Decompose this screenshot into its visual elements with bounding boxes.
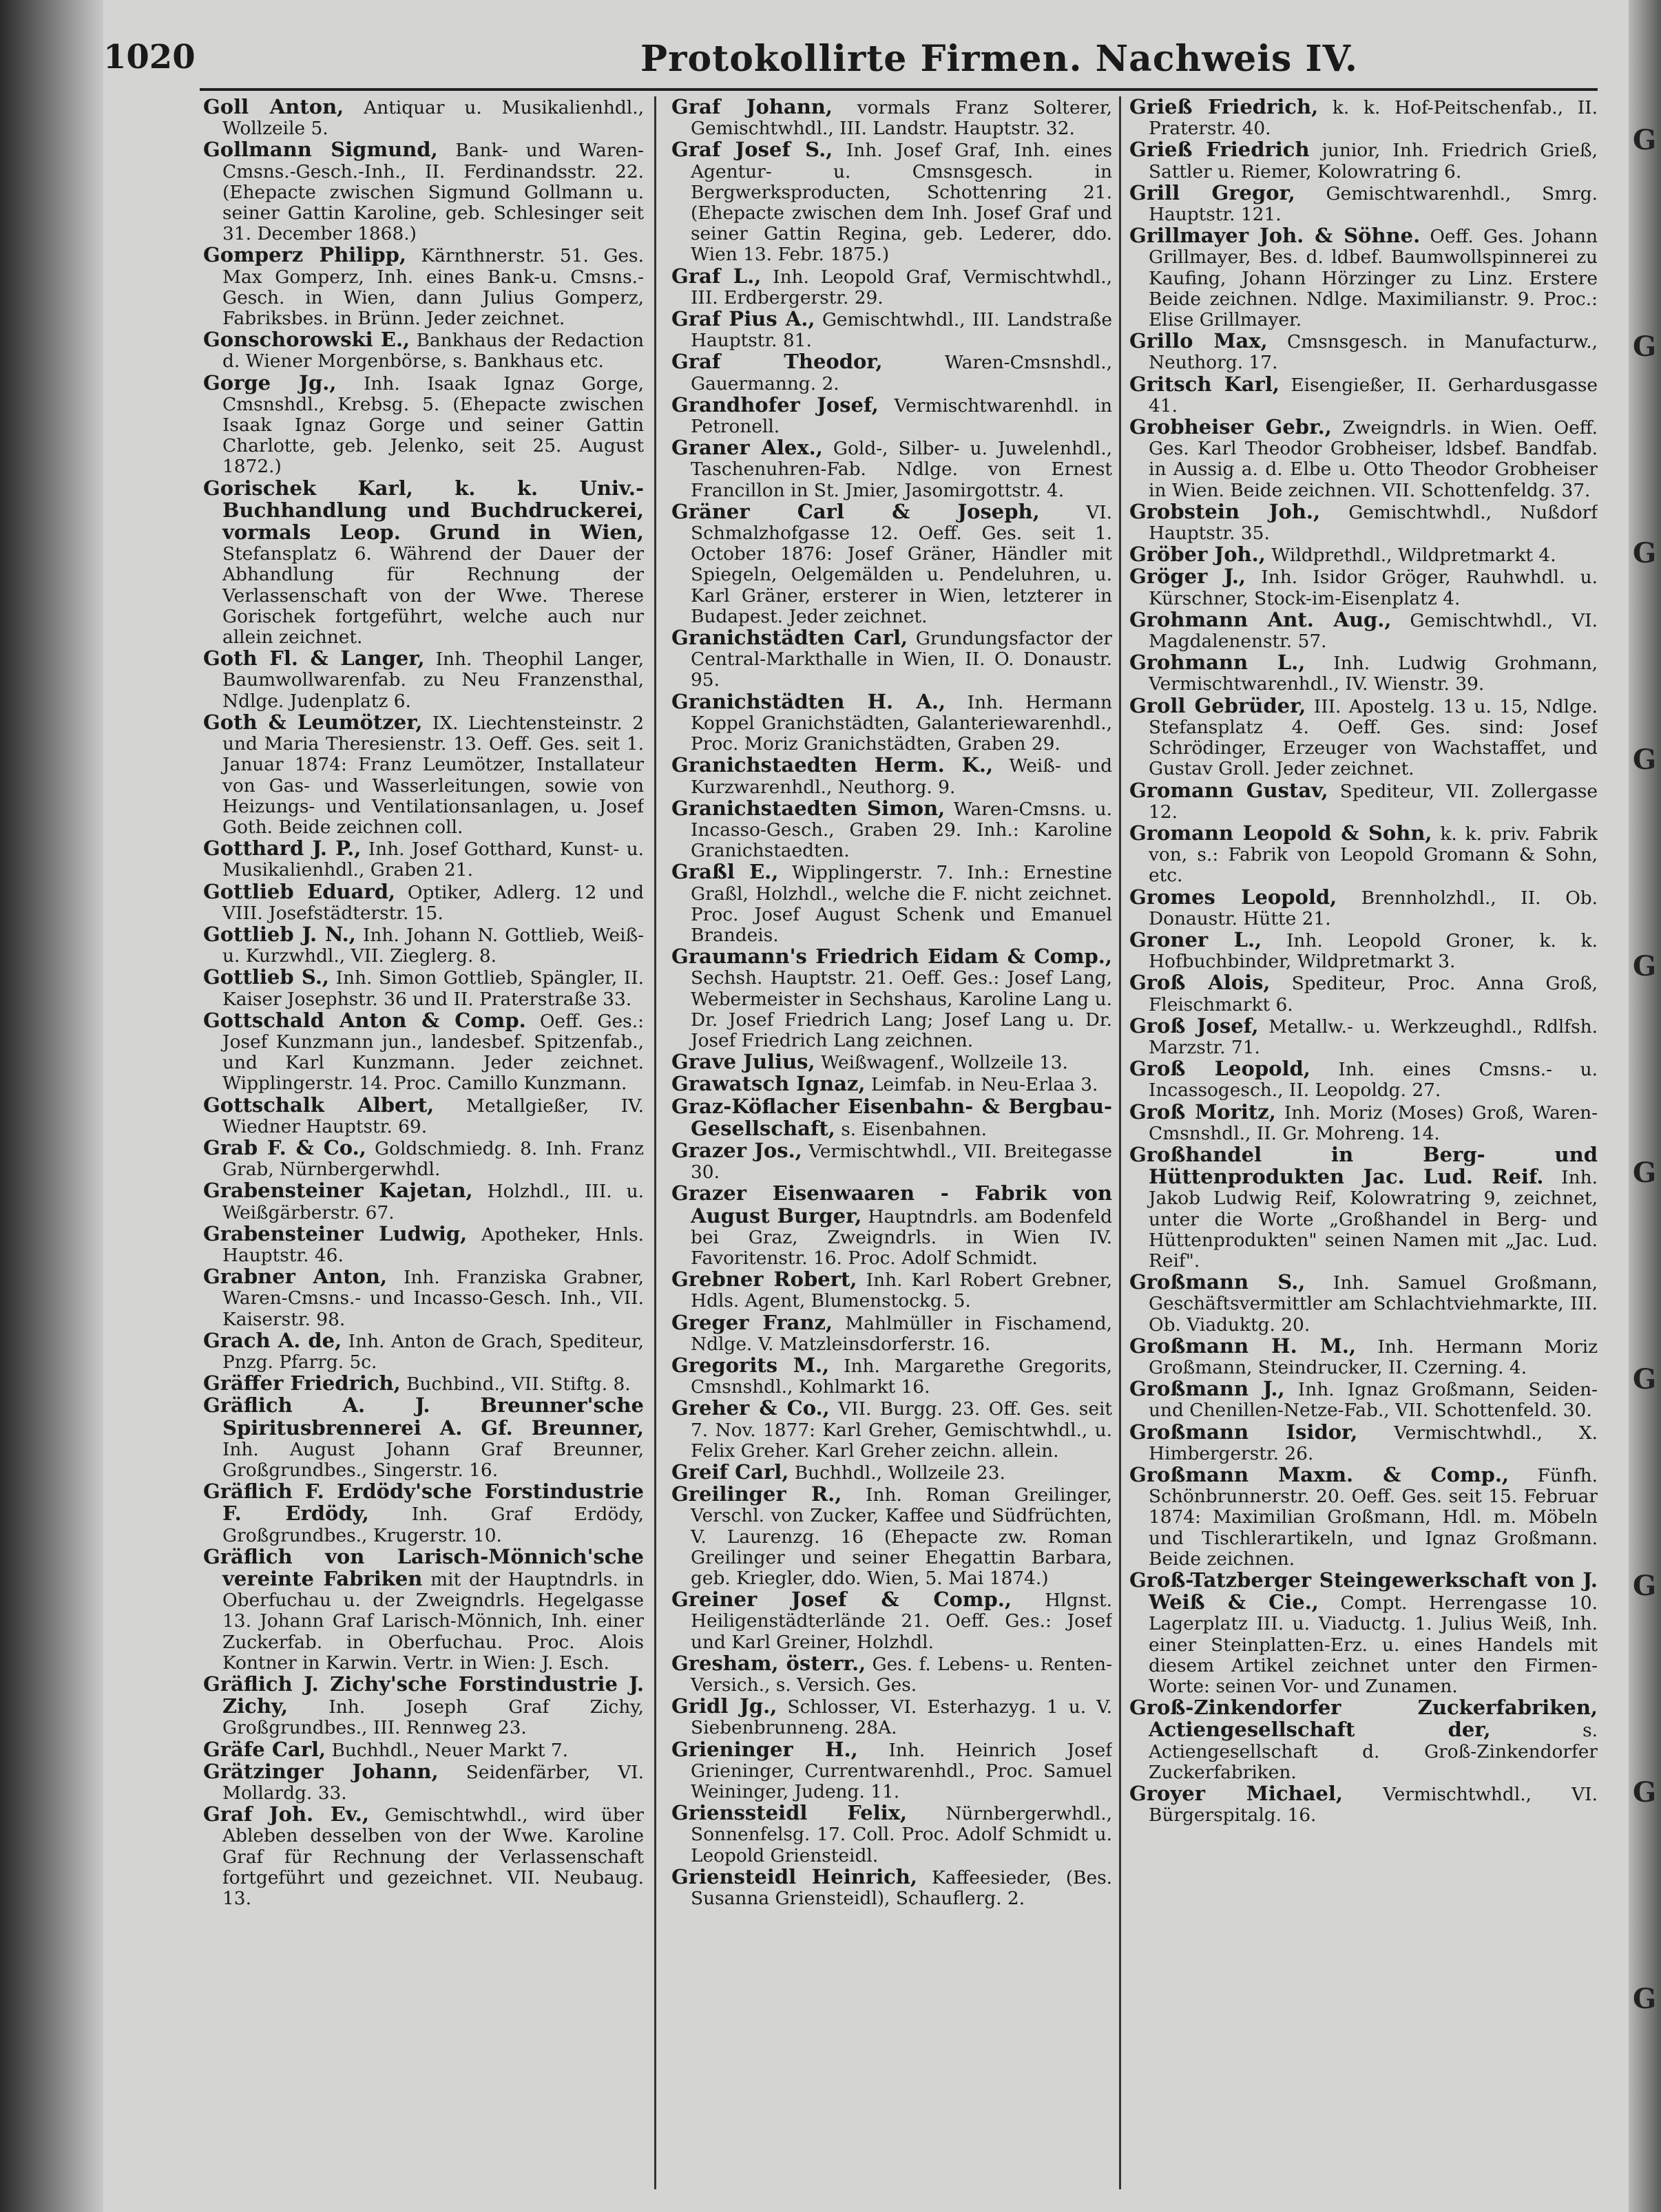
firm-name: Gottschald Anton & Comp. — [203, 1008, 526, 1032]
firm-name: Gräflich F. Erdödy'sche Forstindustrie F. Erdödy, — [203, 1479, 644, 1526]
firm-name: Gonschorowski E., — [203, 328, 410, 352]
entry-text: Antiquar u. Musikalienhdl., Wollzeile 5. — [222, 97, 644, 140]
firm-name: Grillmayer Joh. & Söhne. — [1129, 224, 1421, 248]
entry-text: Inh. Jakob Ludwig Reif, Kolowratring 9, zeichnet, unter die Worte „Großhandel in Berg- und Hüttenprodukten" seinen Namen mit „Jac. Lud. Reif". — [1149, 1167, 1598, 1272]
directory-entry — [671, 755, 1112, 797]
firm-name: Grazer Jos., — [671, 1138, 802, 1162]
entry-text: Inh. Josef Gotthard, Kunst- u. Musikalienhdl., Graben 21. — [222, 839, 644, 881]
directory-entry — [671, 1269, 1112, 1312]
entry-text: Oeff. Ges. Johann Grillmayer, Bes. d. ldbef. Baumwollspinnerei zu Kaufing, Johann Hörzinger zu Linz. Erstere Beide zeichnen. Ndlge. Maximilianstr. 9. Proc.: Elise Grillmayer. — [1149, 226, 1598, 331]
directory-entry — [203, 1180, 644, 1223]
directory-entry — [671, 1051, 1112, 1073]
directory-entry — [1129, 566, 1598, 609]
firm-name: Gotthard J. P., — [203, 836, 362, 861]
entry-text: Kaffeesieder, (Bes. Susanna Griensteidl), Schauflerg. 2. — [691, 1866, 1112, 1910]
firm-name: Gresham, österr., — [671, 1651, 866, 1675]
entry-text: Inh. Margarethe Gregorits, Cmsnshdl., Kohlmarkt 16. — [691, 1355, 1112, 1398]
column-3 — [1129, 96, 1598, 2189]
entry-text: Bank- und Waren-Cmsns.-Gesch.-Inh., II. Ferdinandsstr. 22. (Ehepacte zwischen Sigmund Gollmann u. seiner Gattin Karoline, geb. Schlesinger seit 31. December 1868.) — [222, 140, 644, 245]
entry-text: Inh. August Johann Graf Breunner, Großgrundbes., Singerstr. 16. — [222, 1438, 644, 1481]
firm-name: Groß-Zinkendorfer Zuckerfabriken, Actiengesellschaft der, — [1129, 1696, 1598, 1742]
firm-name: Großmann J., — [1129, 1377, 1285, 1401]
directory-entry — [671, 1140, 1112, 1183]
firm-name: Granichstaedten Herm. K., — [671, 753, 994, 777]
entry-text: Buchhdl., Wollzeile 23. — [788, 1462, 1005, 1484]
entry-text: Grundungsfactor der Central-Markthalle in Wien, II. O. Donaustr. 95. — [691, 628, 1112, 691]
entry-text: Oeff. Ges.: Josef Kunzmann jun., landesbef. Spitzenfab., und Karl Kunzmann. Jeder zeichnet. Wipplingerstr. 14. Proc. Camillo Kunzmann. — [222, 1010, 644, 1095]
directory-entry — [203, 139, 644, 244]
directory-entry — [203, 967, 644, 1009]
directory-entry — [1129, 225, 1598, 330]
firm-name: Granichstaedten Simon, — [671, 796, 946, 820]
directory-entry — [1129, 1015, 1598, 1058]
firm-name: Gottschalk Albert, — [203, 1093, 435, 1117]
directory-entry — [203, 1395, 644, 1481]
firm-name: Graf Theodor, — [671, 350, 883, 374]
entry-text: Cmsnsgesch. in Manufacturw., Neuthorg. 17. — [1149, 331, 1598, 374]
firm-name: Gromes Leopold, — [1129, 885, 1337, 909]
directory-entry — [1129, 887, 1598, 929]
firm-name: Grillo Max, — [1129, 329, 1268, 353]
firm-name: Grab F. & Co., — [203, 1135, 366, 1159]
directory-entry — [671, 1312, 1112, 1355]
directory-entry — [671, 394, 1112, 437]
firm-name: Groyer Michael, — [1129, 1782, 1343, 1806]
entry-text: Holzhdl., III. u. Weißgärberstr. 67. — [222, 1181, 644, 1223]
directory-entry — [1129, 501, 1598, 544]
firm-name: Graumann's Friedrich Eidam & Comp., — [671, 945, 1112, 969]
entry-text: k. k. Hof-Peitschenfab., II. Praterstr. 40. — [1149, 97, 1598, 140]
entry-text: Inh. eines Cmsns.- u. Incassogesch., II. Leopoldg. 27. — [1149, 1059, 1598, 1102]
directory-entry — [671, 798, 1112, 862]
directory-entry — [1129, 972, 1598, 1015]
page-header — [103, 38, 1501, 93]
firm-name: Greher & Co., — [671, 1396, 830, 1420]
entry-text: Metallw.- u. Werkzeughdl., Rdlfsh. Marzstr. 71. — [1149, 1015, 1598, 1058]
entry-text: mit der Hauptndrls. in Oberfuchau u. der Zweigndrls. Hegelgasse 13. Johann Graf Larisch-Mönnich, Inh. einer Zuckerfab. in Oberfuchau. Proc. Alois Kontner in Karwin. Vertr. in Wien: J. Esch. — [222, 1569, 644, 1674]
entry-text: Nürnbergerwhdl., Sonnenfelsg. 17. Coll. Proc. Adolf Schmidt u. Leopold Griensteidl. — [691, 1803, 1112, 1866]
entry-text: Apotheker, Hnls. Hauptstr. 46. — [222, 1223, 644, 1266]
column-divider-1 — [654, 96, 656, 2189]
firm-name: Grave Julius, — [671, 1050, 815, 1074]
entry-text: Inh. Heinrich Josef Grieninger, Currentwarenhdl., Proc. Samuel Weininger, Judeng. 11. — [691, 1739, 1112, 1803]
entry-text: Inh. Ignaz Großmann, Seiden- und Chenillen-Netze-Fab., VII. Schottenfeld. 30. — [1149, 1379, 1598, 1422]
directory-entry — [203, 648, 644, 712]
directory-entry — [1129, 182, 1598, 225]
directory-entry — [203, 329, 644, 372]
directory-entry — [671, 1802, 1112, 1866]
directory-entry — [1129, 330, 1598, 373]
entry-text: Gold-, Silber- u. Juwelenhdl., Taschenuhren-Fab. Ndlge. von Ernest Francillon in St. Jmier, Jasomirgottstr. 4. — [691, 438, 1112, 501]
directory-entry — [1129, 823, 1598, 887]
column-divider-2 — [1119, 96, 1121, 2189]
firm-name: Grätzinger Johann, — [203, 1759, 439, 1783]
directory-entry — [671, 308, 1112, 351]
firm-name: Goth & Leumötzer, — [203, 710, 423, 734]
directory-entry — [203, 372, 644, 478]
directory-entry — [671, 1462, 1112, 1484]
entry-text: Gemischtwarenhdl., Smrg. Hauptstr. 121. — [1149, 182, 1598, 226]
entry-text: Inh. Josef Graf, Inh. eines Agentur- u. Cmsnsgesch. in Bergwerksproducten, Schottenring 21. (Ehepacte zwischen dem Inh. Josef Graf und seiner Gattin Regina, geb. Lederer, ddo. Wien 13. Febr. 1875.) — [691, 140, 1112, 266]
firm-name: Greilinger R., — [671, 1482, 842, 1506]
firm-name: Groner L., — [1129, 927, 1262, 951]
entry-text: Vermischtwhdl., VII. Breitegasse 30. — [691, 1140, 1112, 1183]
firm-name: Graf L., — [671, 264, 762, 288]
directory-entry — [1129, 374, 1598, 417]
running-title: Protokollirte Firmen. Nachweis IV. — [640, 38, 1359, 80]
directory-entry — [671, 96, 1112, 139]
entry-text: Hauptndrls. am Bodenfeld bei Graz, Zweigndrls. in Wien IV. Favoritenstr. 16. Proc. Adolf Schmidt. — [691, 1205, 1112, 1269]
directory-entry — [203, 1266, 644, 1330]
directory-entry — [1129, 695, 1598, 780]
entry-text: Leimfab. in Neu-Erlaa 3. — [865, 1074, 1098, 1096]
firm-name: Gollmann Sigmund, — [203, 138, 438, 162]
entry-text: Inh. Isaak Ignaz Gorge, Cmsnshdl., Krebsg. 5. (Ehepacte zwischen Isaak Ignaz Gorge und seiner Gattin Charlotte, geb. Jelenko, seit 25. August 1872.) — [222, 372, 644, 478]
firm-name: Greger Franz, — [671, 1310, 833, 1334]
entry-text: Metallgießer, IV. Wiedner Hauptstr. 69. — [222, 1095, 644, 1137]
directory-entry — [671, 1183, 1112, 1269]
firm-name: Grazer Eisenwaaren - Fabrik von August Burger, — [671, 1181, 1112, 1228]
firm-name: Groll Gebrüder, — [1129, 693, 1306, 717]
directory-entry — [203, 1761, 644, 1804]
directory-entry — [203, 924, 644, 967]
directory-entry — [1129, 1422, 1598, 1464]
firm-name: Groß Josef, — [1129, 1013, 1259, 1037]
edge-glyph: G — [1633, 744, 1657, 776]
entry-text: Gemischtwhdl., Nußdorf Hauptstr. 35. — [1149, 501, 1598, 545]
directory-entry — [203, 838, 644, 881]
firm-name: Graf Josef S., — [671, 138, 833, 162]
entry-text: Eisengießer, II. Gerhardusgasse 41. — [1149, 374, 1598, 417]
entry-text: Inh. Graf Erdödy, Großgrundbes., Krugerstr. 10. — [222, 1504, 644, 1546]
firm-name: Grienssteidl Felix, — [671, 1801, 908, 1825]
entry-text: Inh. Moriz (Moses) Groß, Waren-Cmsnshdl., II. Gr. Mohreng. 14. — [1149, 1102, 1598, 1144]
entry-text: Inh. Theophil Langer, Baumwollwarenfab. zu Neu Franzensthal, Ndlge. Judenplatz 6. — [222, 649, 644, 712]
firm-name: Greif Carl, — [671, 1460, 789, 1484]
entry-text: s. Actiengesellschaft d. Groß-Zinkendorfer Zuckerfabriken. — [1149, 1720, 1598, 1783]
firm-name: Großmann Maxm. & Comp., — [1129, 1463, 1509, 1486]
firm-name: Grandhofer Josef, — [671, 392, 879, 417]
firm-name: Graz-Köflacher Eisenbahn- & Bergbau-Gesellschaft, — [671, 1094, 1112, 1140]
edge-glyph: G — [1633, 124, 1657, 156]
directory-entry — [1129, 417, 1598, 501]
directory-entry — [1129, 1336, 1598, 1378]
entry-text: Inh. Johann N. Gottlieb, Weiß- u. Kurzwhdl., VII. Zieglerg. 8. — [222, 924, 644, 967]
entry-text: Seidenfärber, VI. Mollardg. 33. — [222, 1761, 644, 1804]
firm-name: Gräflich A. J. Breunner'sche Spiritusbrennerei A. Gf. Breunner, — [203, 1393, 644, 1440]
firm-name: Gräflich J. Zichy'sche Forstindustrie J. Zichy, — [203, 1672, 644, 1718]
firm-name: Großmann H. M., — [1129, 1334, 1357, 1358]
entry-text: Fünfh. Schönbrunnerstr. 20. Oeff. Ges. seit 15. Februar 1874: Maximilian Großmann, Hdl. m. Möbeln und Tischlerartikeln, und Ignaz Großmann. Beide zeichnen. — [1149, 1465, 1598, 1570]
edge-glyph: G — [1633, 330, 1657, 363]
directory-entry — [1129, 929, 1598, 972]
firm-name: Gottlieb J. N., — [203, 922, 356, 946]
entry-text: IX. Liechtensteinstr. 2 und Maria Theresienstr. 13. Oeff. Ges. seit 1. Januar 1874: Franz Leumötzer, Installateur von Gas- und Wasserleitungen, sowie von Heizungs- und Ventilationsanlagen, u. Josef Goth. Beide zeichnen coll. — [222, 712, 644, 838]
entry-text: Brennholzhdl., II. Ob. Donaustr. Hütte 21. — [1149, 887, 1598, 929]
directory-entry — [1129, 139, 1598, 182]
directory-entry — [671, 1739, 1112, 1803]
directory-entry — [671, 501, 1112, 627]
directory-entry — [1129, 1464, 1598, 1570]
firm-name: Gritsch Karl, — [1129, 372, 1280, 396]
entry-text: Compt. Herrengasse 10. Lagerplatz III. u. Viaductg. 1. Julius Weiß, Inh. einer Steinplatten-Erz. u. eines Handels mit diesem Artikel zeichnet unter den Firmen-Worte: seinen Vor- und Zunamen. — [1149, 1592, 1598, 1698]
firm-name: Grobstein Joh., — [1129, 499, 1321, 523]
firm-name: Gottlieb Eduard, — [203, 879, 396, 903]
directory-entry — [203, 712, 644, 838]
directory-entry — [1129, 1783, 1598, 1826]
firm-name: Graf Johann, — [671, 96, 833, 118]
entry-text: Inh. Hermann Koppel Granichstädten, Galanteriewarenhdl., Proc. Moriz Granichstädten, Graben 29. — [691, 691, 1112, 755]
header-rule — [200, 88, 1598, 91]
entry-text: Inh. Karl Robert Grebner, Hdls. Agent, Blumenstockg. 5. — [691, 1270, 1112, 1312]
directory-entry — [1129, 1272, 1598, 1336]
firm-name: Goth Fl. & Langer, — [203, 646, 425, 671]
edge-glyph: G — [1633, 1570, 1657, 1602]
entry-text: Weiß- und Kurzwarenhdl., Neuthorg. 9. — [691, 755, 1112, 798]
firm-name: Grill Gregor, — [1129, 180, 1295, 204]
firm-name: Granichstädten H. A., — [671, 689, 946, 713]
entry-text: Weißwagenf., Wollzeile 13. — [815, 1052, 1068, 1074]
entry-text: Hlgnst. Heiligenstädterlände 21. Oeff. Ges.: Josef und Karl Greiner, Holzhdl. — [691, 1590, 1112, 1653]
firm-name: Gräner Carl & Joseph, — [671, 499, 1040, 523]
entry-text: Gemischtwhdl., VI. Magdalenenstr. 57. — [1149, 609, 1598, 653]
firm-name: Gorischek Karl, k. k. Univ.-Buchhandlung und Buchdruckerei, vormals Leop. Grund in Wien, — [203, 476, 644, 545]
directory-entry — [1129, 1144, 1598, 1272]
directory-entry — [203, 1330, 644, 1373]
directory-entry — [671, 627, 1112, 691]
entry-text: Inh. Ludwig Grohmann, Vermischtwarenhdl., IV. Wienstr. 39. — [1149, 653, 1598, 695]
entry-text: III. Apostelg. 13 u. 15, Ndlge. Stefansplatz 4. Oeff. Ges. sind: Josef Schrödinger, Erzeuger von Wachstaffet, und Gustav Groll. Jeder zeichnet. — [1149, 695, 1598, 780]
firm-name: Grieß Friedrich, — [1129, 96, 1319, 118]
directory-entry — [671, 437, 1112, 501]
directory-entry — [671, 1696, 1112, 1738]
edge-glyph: G — [1633, 1157, 1657, 1189]
directory-entry — [671, 351, 1112, 394]
entry-text: Vermischtwarenhdl. in Petronell. — [691, 394, 1112, 438]
entry-text: Inh. Leopold Groner, k. k. Hofbuchbinder, Wildpretmarkt 3. — [1149, 929, 1598, 973]
firm-name: Groß Leopold, — [1129, 1057, 1310, 1081]
firm-name: Grabensteiner Kajetan, — [203, 1179, 473, 1203]
directory-entry — [1129, 1697, 1598, 1783]
directory-entry — [671, 266, 1112, 308]
directory-entry — [1129, 96, 1598, 139]
edge-glyph: G — [1633, 950, 1657, 982]
firm-name: Gregorits M., — [671, 1353, 830, 1377]
entry-text: Optiker, Adlerg. 12 und VIII. Josefstädterstr. 15. — [222, 881, 644, 924]
entry-text: s. Eisenbahnen. — [835, 1118, 988, 1140]
firm-name: Graner Alex., — [671, 436, 823, 460]
directory-entry — [671, 1355, 1112, 1398]
entry-text: Goldschmiedg. 8. Inh. Franz Grab, Nürnbergerwhdl. — [222, 1137, 644, 1181]
firm-name: Gromann Leopold & Sohn, — [1129, 821, 1432, 845]
directory-entry — [203, 1546, 644, 1674]
firm-name: Gröger J., — [1129, 565, 1246, 589]
directory-entry — [203, 96, 644, 139]
entry-text: Kärnthnerstr. 51. Ges. Max Gomperz, Inh. eines Bank-u. Cmsns.-Gesch. in Wien, dann Julius Gomperz, Fabriksbes. in Brünn. Jeder zeichnet. — [222, 245, 644, 330]
entry-text: junior, Inh. Friedrich Grieß, Sattler u. Riemer, Kolowratring 6. — [1149, 140, 1598, 182]
entry-text: Wipplingerstr. 7. Inh.: Ernestine Graßl, Holzhdl., welche die F. nicht zeichnet. Proc. Josef August Schenk und Emanuel Brandeis. — [691, 862, 1112, 946]
entry-text: Vermischtwhdl., X. Himbergerstr. 26. — [1149, 1422, 1598, 1464]
firm-name: Gröber Joh., — [1129, 543, 1266, 567]
entry-text: Inh. Roman Greilinger, Verschl. von Zucker, Kaffee und Südfrüchten, V. Laurenzg. 16 (Ehepacte zw. Roman Greilinger und seiner Ehegattin Barbara, geb. Kriegler, ddo. Wien, 5. Mai 1874.) — [691, 1484, 1112, 1590]
firm-name: Gromann Gustav, — [1129, 778, 1328, 802]
firm-name: Graßl E., — [671, 860, 779, 884]
directory-entry — [203, 1674, 644, 1739]
directory-entry — [671, 1589, 1112, 1653]
firm-name: Grabner Anton, — [203, 1265, 388, 1289]
book-binding — [0, 0, 103, 2212]
firm-name: Grabensteiner Ludwig, — [203, 1221, 468, 1245]
directory-entry — [671, 861, 1112, 946]
edge-glyph: G — [1633, 1363, 1657, 1395]
firm-name: Graf Pius A., — [671, 307, 815, 331]
entry-text: Stefansplatz 6. Während der Dauer der Abhandlung für Rechnung der Verlassenschaft von der Wwe. Therese Gorischek fortgeführt, welche auch nur allein zeichnet. — [222, 543, 644, 649]
directory-entry — [203, 1137, 644, 1180]
entry-text: Inh. Joseph Graf Zichy, Großgrundbes., III. Rennweg 23. — [222, 1696, 644, 1739]
entry-text: Inh. Leopold Graf, Vermischtwhdl., III. Erdbergerstr. 29. — [691, 266, 1112, 308]
firm-name: Grawatsch Ignaz, — [671, 1072, 866, 1096]
firm-name: Greiner Josef & Comp., — [671, 1588, 1012, 1612]
entry-text: Ges. f. Lebens- u. Renten-Versich., s. Versich. Ges. — [691, 1653, 1112, 1696]
firm-name: Groß-Tatzberger Steingewerkschaft von J. Weiß & Cie., — [1129, 1568, 1598, 1614]
entry-text: Mahlmüller in Fischamend, Ndlge. V. Matzleinsdorferstr. 16. — [691, 1312, 1112, 1355]
entry-text: Waren-Cmsnshdl., Gauermanng. 2. — [691, 352, 1112, 394]
firm-name: Groß Alois, — [1129, 971, 1271, 995]
firm-name: Gridl Jg., — [671, 1694, 777, 1718]
directory-entry — [671, 691, 1112, 755]
entry-text: Inh. Samuel Großmann, Geschäftsvermittler am Schlachtviehmarkte, III. Ob. Viaduktg. 20. — [1149, 1272, 1598, 1336]
entry-text: vormals Franz Solterer, Gemischtwhdl., III. Landstr. Hauptstr. 32. — [691, 97, 1112, 140]
entry-text: VII. Burgg. 23. Off. Ges. seit 7. Nov. 1877: Karl Greher, Gemischtwhdl., u. Felix Greher. Karl Greher zeichn. allein. — [691, 1398, 1112, 1462]
firm-name: Gräfe Carl, — [203, 1737, 326, 1761]
entry-text: Inh. Anton de Grach, Spediteur, Pnzg. Pfarrg. 5c. — [222, 1330, 644, 1373]
directory-entry — [671, 1073, 1112, 1095]
firm-name: Graf Joh. Ev., — [203, 1802, 369, 1826]
entry-text: Gemischtwhdl., III. Landstraße Hauptstr. 81. — [691, 309, 1112, 352]
directory-entry — [203, 1095, 644, 1137]
directory-entry — [203, 1481, 644, 1546]
entry-text: Inh. Franziska Grabner, Waren-Cmsns.- und Incasso-Gesch. Inh., VII. Kaiserstr. 98. — [222, 1267, 644, 1330]
directory-entry — [203, 1010, 644, 1095]
firm-name: Grohmann L., — [1129, 651, 1306, 675]
firm-name: Großmann S., — [1129, 1270, 1306, 1294]
firm-name: Gorge Jg., — [203, 370, 337, 394]
firm-name: Gottlieb S., — [203, 965, 330, 989]
directory-entry — [671, 1653, 1112, 1696]
column-2 — [671, 96, 1112, 2189]
firm-name: Gräflich von Larisch-Mönnich'sche vereinte Fabriken — [203, 1544, 644, 1591]
directory-entry — [671, 946, 1112, 1051]
entry-text: Inh. Hermann Moriz Großmann, Steindrucker, II. Czerning. 4. — [1149, 1336, 1598, 1378]
directory-entry — [203, 244, 644, 329]
firm-name: Gomperz Philipp, — [203, 243, 406, 267]
page-number: 1020 — [103, 38, 196, 76]
edge-glyph: G — [1633, 537, 1657, 569]
directory-entry — [203, 1223, 644, 1266]
edge-glyph: G — [1633, 1776, 1657, 1809]
entry-text: Inh. Isidor Gröger, Rauhwhdl. u. Kürschner, Stock-im-Eisenplatz 4. — [1149, 567, 1598, 609]
entry-text: Gemischtwhdl., wird über Ableben desselben von der Wwe. Karoline Graf für Rechnung der Verlassenschaft fortgeführt und gezeichnet. VII. Neubaug. 13. — [222, 1804, 644, 1910]
firm-name: Griensteidl Heinrich, — [671, 1864, 917, 1888]
firm-name: Großmann Isidor, — [1129, 1420, 1358, 1444]
firm-name: Grach A. de, — [203, 1328, 342, 1352]
entry-text: Vermischtwhdl., VI. Bürgerspitalg. 16. — [1149, 1784, 1598, 1826]
entry-text: Wildprethdl., Wildpretmarkt 4. — [1265, 545, 1556, 567]
firm-name: Grobheiser Gebr., — [1129, 415, 1332, 439]
entry-text: Schlosser, VI. Esterhazyg. 1 u. V. Siebenbrunneng. 28A. — [691, 1696, 1112, 1739]
firm-name: Groß Moritz, — [1129, 1099, 1276, 1124]
directory-entry — [1129, 1570, 1598, 1697]
directory-entry — [1129, 609, 1598, 652]
directory-entry — [1129, 1058, 1598, 1101]
entry-text: VI. Schmalzhofgasse 12. Oeff. Ges. seit 1. October 1876: Josef Gräner, Händler mit Spiegeln, Oelgemälden u. Pendeluhren, u. Karl Gräner, ersterer in Wien, letzterer in Budapest. Jeder zeichnet. — [691, 501, 1112, 627]
entry-text: k. k. priv. Fabrik von, s.: Fabrik von Leopold Gromann & Sohn, etc. — [1149, 823, 1598, 887]
directory-entry — [671, 1484, 1112, 1589]
directory-entry — [203, 881, 644, 924]
entry-text: Inh. Simon Gottlieb, Spängler, II. Kaiser Josephstr. 36 und II. Praterstraße 33. — [222, 967, 644, 1010]
next-page-edge — [1629, 0, 1661, 2212]
firm-name: Grohmann Ant. Aug., — [1129, 607, 1392, 631]
directory-entry — [203, 1739, 644, 1761]
edge-glyph: G — [1633, 1983, 1657, 2015]
firm-name: Großhandel in Berg- und Hüttenprodukten Jac. Lud. Reif. — [1129, 1142, 1598, 1189]
entry-text: Buchbind., VII. Stiftg. 8. — [400, 1373, 631, 1395]
firm-name: Grieß Friedrich — [1129, 138, 1310, 162]
directory-entry — [671, 1398, 1112, 1462]
entry-text: Spediteur, Proc. Anna Groß, Fleischmarkt 6. — [1149, 973, 1598, 1015]
directory-entry — [203, 1373, 644, 1395]
entry-text: Waren-Cmsns. u. Incasso-Gesch., Graben 29. Inh.: Karoline Granichstaedten. — [691, 798, 1112, 862]
directory-entry — [1129, 652, 1598, 695]
firm-name: Grebner Robert, — [671, 1267, 857, 1292]
entry-text: Sechsh. Hauptstr. 21. Oeff. Ges.: Josef Lang, Webermeister in Sechshaus, Karoline Lang u. Dr. Josef Friedrich Lang; Josef Lang u. Dr. Josef Friedrich Lang zeichnen. — [691, 967, 1112, 1051]
entry-text: Bankhaus der Redaction d. Wiener Morgenbörse, s. Bankhaus etc. — [222, 330, 644, 372]
firm-name: Gräffer Friedrich, — [203, 1371, 401, 1395]
directory-entry — [1129, 544, 1598, 566]
entry-text: Buchhdl., Neuer Markt 7. — [326, 1739, 569, 1761]
firm-name: Goll Anton, — [203, 96, 344, 118]
entry-text: Zweigndrls. in Wien. Oeff. Ges. Karl Theodor Grobheiser, ldsbef. Bandfab. in Aussig a. d. Elbe u. Otto Theodor Grobheiser in Wien. Beide zeichnen. VII. Schottenfeldg. 37. — [1149, 417, 1598, 501]
directory-entry — [671, 139, 1112, 265]
directory-entry — [1129, 1099, 1598, 1144]
directory-entry — [203, 478, 644, 649]
directory-entry — [671, 1096, 1112, 1140]
directory-entry — [1129, 780, 1598, 823]
firm-name: Granichstädten Carl, — [671, 626, 908, 650]
entry-text: Spediteur, VII. Zollergasse 12. — [1149, 780, 1598, 823]
directory-entry — [1129, 1378, 1598, 1421]
directory-entry — [203, 1804, 644, 1909]
directory-entry — [671, 1866, 1112, 1909]
firm-name: Grieninger H., — [671, 1737, 858, 1761]
column-1 — [203, 96, 644, 2189]
